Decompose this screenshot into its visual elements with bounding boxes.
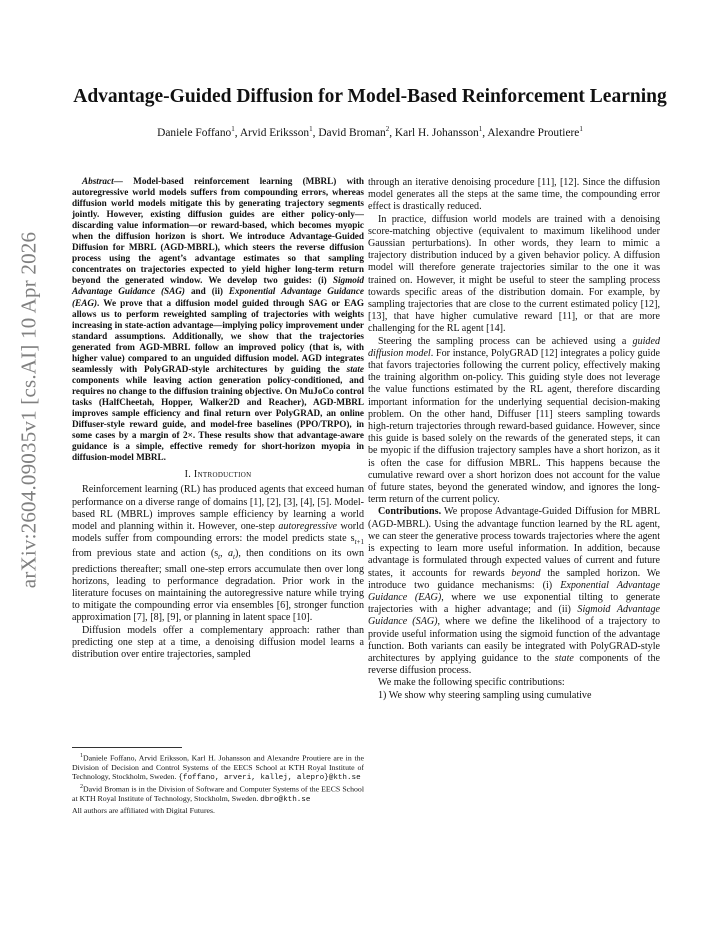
footnote-rule	[72, 747, 182, 748]
abstract-text: components while leaving action generation policy-conditioned, and requires no change to the diffusion training objective. On MuJoCo control tasks (HalfCheetah, Hopper, Walker2D and Reacher), AGD-MBRL improves sample efficiency and final return over PolyGRAD, an online Diffuser-style reward guide, and model-free baselines (PPO/TRPO), in some cases by a margin of 2×. These results show that advantage-aware guidance is a simple, effective remedy for short-horizon myopia in diffusion-model MBRL.	[72, 374, 364, 463]
body-paragraph: through an iterative denoising procedure [11], [12]. Since the diffusion model generates all the steps at the same time, the compounding error effect is drastically reduced.	[368, 177, 660, 213]
abstract-text: and (ii)	[184, 286, 229, 297]
abstract-lead: Abstract	[82, 176, 114, 186]
author-name: Daniele Foffano	[157, 126, 232, 139]
arxiv-identifier-stamp	[14, 130, 44, 690]
author-name: David Broman	[318, 126, 386, 139]
abstract	[72, 176, 364, 463]
abstract-text: — Model-based reinforcement learning (MBRL) with autoregressive world models suffers from compounding errors, whereas diffusion world models mitigate this by generating trajectory segments jointly. However, existing diffusion guides are either policy-only—discarding value information—or reward-based, which becomes myopic when the diffusion horizon is short. We introduce Advantage-Guided Diffusion for MBRL (AGD-MBRL), which steers the reverse diffusion process using the agent’s advantage estimates so that sampling concentrates on trajectories expected to yield higher long-term return beyond the generated window. We develop two guides: (i)	[72, 176, 364, 286]
abstract-sag-term: Sigmoid Advantage Guidance (SAG)	[72, 275, 364, 297]
emphasis: beyond	[511, 567, 541, 579]
author-name: Karl H. Johansson	[394, 126, 479, 139]
emphasis: state	[554, 652, 574, 664]
emphasis: Exponential Advantage Guidance (EAG)	[368, 579, 660, 603]
abstract-eag-term: Exponential Advantage Guidance (EAG)	[72, 286, 365, 308]
footnote-2: $^2$David Broman is in the Division of Software and Computer Systems of the EECS School at KTH Royal Institute of Technology, Stockholm, Sweden. dbro@kth.se	[72, 784, 364, 805]
abstract-state-term: state	[346, 363, 364, 374]
left-column	[72, 176, 364, 661]
emphasis: autoregressive	[278, 521, 338, 533]
author-affiliation-mark: 1	[231, 125, 235, 133]
footnotes	[72, 747, 364, 815]
arxiv-stamp-text: arXiv:2604.09035v1 [cs.AI] 10 Apr 2026	[16, 231, 41, 589]
author-affiliation-mark: 2	[385, 125, 390, 133]
emphasis: guided diffusion model	[368, 335, 660, 359]
author-list: Daniele Foffano$^1$, Arvid Eriksson$^1$, David Broman$^2$, Karl H. Johansson$^1$, Alexandre Proutiere$^1$	[157, 125, 583, 139]
contributions-lead: Contributions.	[378, 506, 442, 518]
section-number: I.	[184, 469, 192, 481]
author-affiliation-mark: 1	[478, 125, 483, 133]
footnote-3: All authors are affiliated with Digital Futures.	[72, 805, 215, 815]
body-paragraph: We make the following specific contributions:	[378, 677, 565, 689]
emphasis: Sigmoid Advantage Guidance (SAG)	[368, 604, 660, 628]
author-affiliation-mark: 1	[579, 125, 583, 133]
author-name: Arvid Eriksson	[239, 126, 310, 139]
author-affiliation-mark: 1	[309, 125, 313, 133]
footnote-email: {foffano, arveri, kallej, alepro}@kth.se	[178, 774, 361, 783]
author-name: Alexandre Proutiere	[487, 126, 580, 139]
body-paragraph: In practice, diffusion world models are trained with a denoising score-matching objective (equivalent to maximum likelihood under Gaussian perturbations). In other words, they learn to mimic a trajectory distribution induced by a given behavior policy. A diffusion model will therefore generate trajectories similar to the one it was trained on. However, it might be useful to steer the sampling process towards specific areas of the distribution domain. For example, by sampling trajectories that are close to the current estimated policy [12], [13], that have higher cumulative reward [11], or that are more challenging for the RL agent [14].	[368, 213, 660, 335]
body-paragraph: Steering the sampling process can be achieved using a guided diffusion model. For instance, PolyGRAD [12] integrates a policy guide that favors trajectories following the current policy, effectively making the training algorithm on-policy. This guiding style does not leverage the value functions estimated by the RL agent, therefore discarding important information for the underlying sequential decision-making problem. On the other hand, Diffuser [11] steers sampling towards high-return trajectories through reward-based guidance. However, since this guide is based solely on the rewards of the generated steps, it can be myopic if the diffusion trajectory samples have a short horizon, as it is often the case for diffusion MBRL. This happens because the cumulative reward over a short horizon does not account for the value of future states, beyond the generated window, and ignores the long-term return of the current policy.	[368, 335, 660, 506]
paper-title: Advantage-Guided Diffusion for Model-Based Reinforcement Learning	[73, 86, 667, 107]
footnote-1: $^1$Daniele Foffano, Arvid Eriksson, Karl H. Johansson and Alexandre Proutiere are in the Division of Decision and Control Systems of the EECS School at KTH Royal Institute of Technology, Stockholm, Sweden. {foffano, arveri, kallej, alepro}@kth.se	[72, 753, 364, 783]
list-item: 1) We show why steering sampling using cumulative	[378, 689, 592, 701]
section-heading-introduction	[72, 469, 364, 481]
right-column	[368, 177, 660, 702]
intro-paragraph: Reinforcement learning (RL) has produced agents that exceed human performance on a diverse range of domains [1], [2], [3], [4], [5]. Model-based RL (MBRL) improves sample efficiency by learning a world model and planning within it. However, one-step autoregressive world models suffer from compounding errors: the model predicts state $s_{t+1}$ from previous state and action ($s_t$, $a_t$), then conditions on its own predictions thereafter; small one-step errors accumulate then over long horizons, leading to performance degradation. Prior work in the literature focuses on maintaining the autoregressive nature while trying to mitigate the compounding error via ensembles [6], stronger function approximation [7], [8], [9], or planning in latent space [10].	[72, 484, 365, 624]
footnote-email: dbro@kth.se	[260, 796, 311, 805]
contributions-paragraph: Contributions. We propose Advantage-Guided Diffusion for MBRL (AGD-MBRL). Using the advantage function learned by the RL agent, we can steer the generative process towards trajectories where the agent is expecting to learn more useful information. In addition, because advantage is formulated through expected values of current and future states, it accounts for rewards beyond the sampled horizon. We introduce two guidance mechanisms: (i) Exponential Advantage Guidance (EAG), where we use exponential tilting to generate trajectories with a higher advantage; and (ii) Sigmoid Advantage Guidance (SAG), where we define the likelihood of a trajectory to provide useful information using the sigmoid function of the advantage function. Both variants can easily be integrated with PolyGRAD-style architectures by applying guidance to the state components of the reverse diffusion process.	[368, 506, 660, 677]
abstract-text: . We prove that a diffusion model guided through SAG or EAG allows us to perform reweighted sampling of trajectories with weights increasing in state-action advantage—implying policy improvement under standard assumptions. Additionally, we show that the trajectories generated from AGD-MBRL follow an improved policy (that is, with higher value) compared to an unguided diffusion model. AGD integrates seamlessly with PolyGRAD-style architectures by guiding the	[72, 297, 364, 374]
intro-paragraph: Diffusion models offer a complementary approach: rather than predicting one step at a time, a denoising diffusion model learns a distribution over entire trajectories, sampled	[72, 624, 364, 661]
section-title: Introduction	[193, 469, 252, 481]
